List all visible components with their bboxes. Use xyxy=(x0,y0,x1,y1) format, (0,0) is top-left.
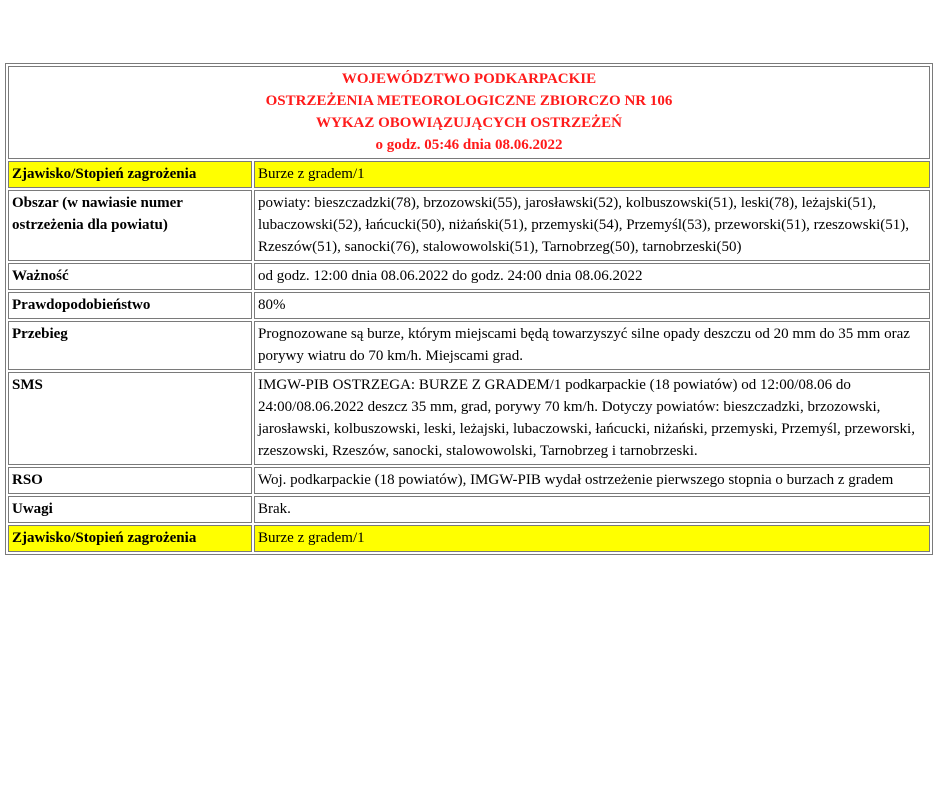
issue-time: o godz. 05:46 dnia 08.06.2022 xyxy=(375,137,563,153)
row-value: Brak. xyxy=(254,496,930,523)
table-row-remarks xyxy=(8,496,930,523)
list-title: WYKAZ OBOWIĄZUJĄCYCH OSTRZEŻEŃ xyxy=(316,115,622,131)
row-value: Prognozowane są burze, którym miejscami będą towarzyszyć silne opady deszczu od 20 mm do 35 mm oraz porywy wiatru do 70 km/h. Miejscami grad. xyxy=(254,321,930,370)
row-value: Woj. podkarpackie (18 powiatów), IMGW-PIB wydał ostrzeżenie pierwszego stopnia o burzach z gradem xyxy=(254,467,930,494)
header-cell xyxy=(8,66,930,159)
row-label: RSO xyxy=(8,467,252,494)
row-value: powiaty: bieszczadzki(78), brzozowski(55), jarosławski(52), kolbuszowski(51), leski(78), leżajski(51), lubaczowski(52), łańcucki(50), niżański(51), przemyski(54), Przemyśl(53), przeworski(51), rzeszowski(51), Rzeszów(51), sanocki(76), stalowowolski(51), Tarnobrzeg(50), tarnobrzeski(50) xyxy=(254,190,930,261)
table-row-area xyxy=(8,190,930,261)
row-value: IMGW-PIB OSTRZEGA: BURZE Z GRADEM/1 podkarpackie (18 powiatów) od 12:00/08.06 do 24:00/08.06.2022 deszcz 35 mm, grad, porywy 70 km/h. Dotyczy powiatów: bieszczadzki, brzozowski, jarosławski, kolbuszowski, leski, leżajski, lubaczowski, łańcucki, niżański, przemyski, Przemyśl, przeworski, rzeszowski, Rzeszów, sanocki, stalowowolski, Tarnobrzeg i tarnobrzeski. xyxy=(254,372,930,465)
row-value: Burze z gradem/1 xyxy=(254,161,930,188)
table-row-sms xyxy=(8,372,930,465)
header-row xyxy=(8,66,930,159)
row-label: Ważność xyxy=(8,263,252,290)
table-row-validity xyxy=(8,263,930,290)
warnings-table xyxy=(5,63,933,555)
row-label: Zjawisko/Stopień zagrożenia xyxy=(8,161,252,188)
row-label: Prawdopodobieństwo xyxy=(8,292,252,319)
row-label: SMS xyxy=(8,372,252,465)
row-value: od godz. 12:00 dnia 08.06.2022 do godz. 24:00 dnia 08.06.2022 xyxy=(254,263,930,290)
row-value: Burze z gradem/1 xyxy=(254,525,930,552)
table-row-rso xyxy=(8,467,930,494)
region-title: WOJEWÓDZTWO PODKARPACKIE xyxy=(341,71,597,87)
row-value: 80% xyxy=(254,292,930,319)
bulletin-title: OSTRZEŻENIA METEOROLOGICZNE ZBIORCZO NR 106 xyxy=(265,93,673,109)
warning-document xyxy=(5,63,933,555)
row-label: Przebieg xyxy=(8,321,252,370)
row-label: Obszar (w nawiasie numer ostrzeżenia dla powiatu) xyxy=(8,190,252,261)
table-row-course xyxy=(8,321,930,370)
table-row-phenomenon xyxy=(8,161,930,188)
row-label: Zjawisko/Stopień zagrożenia xyxy=(8,525,252,552)
table-row-probability xyxy=(8,292,930,319)
table-row-phenomenon-repeat xyxy=(8,525,930,552)
row-label: Uwagi xyxy=(8,496,252,523)
